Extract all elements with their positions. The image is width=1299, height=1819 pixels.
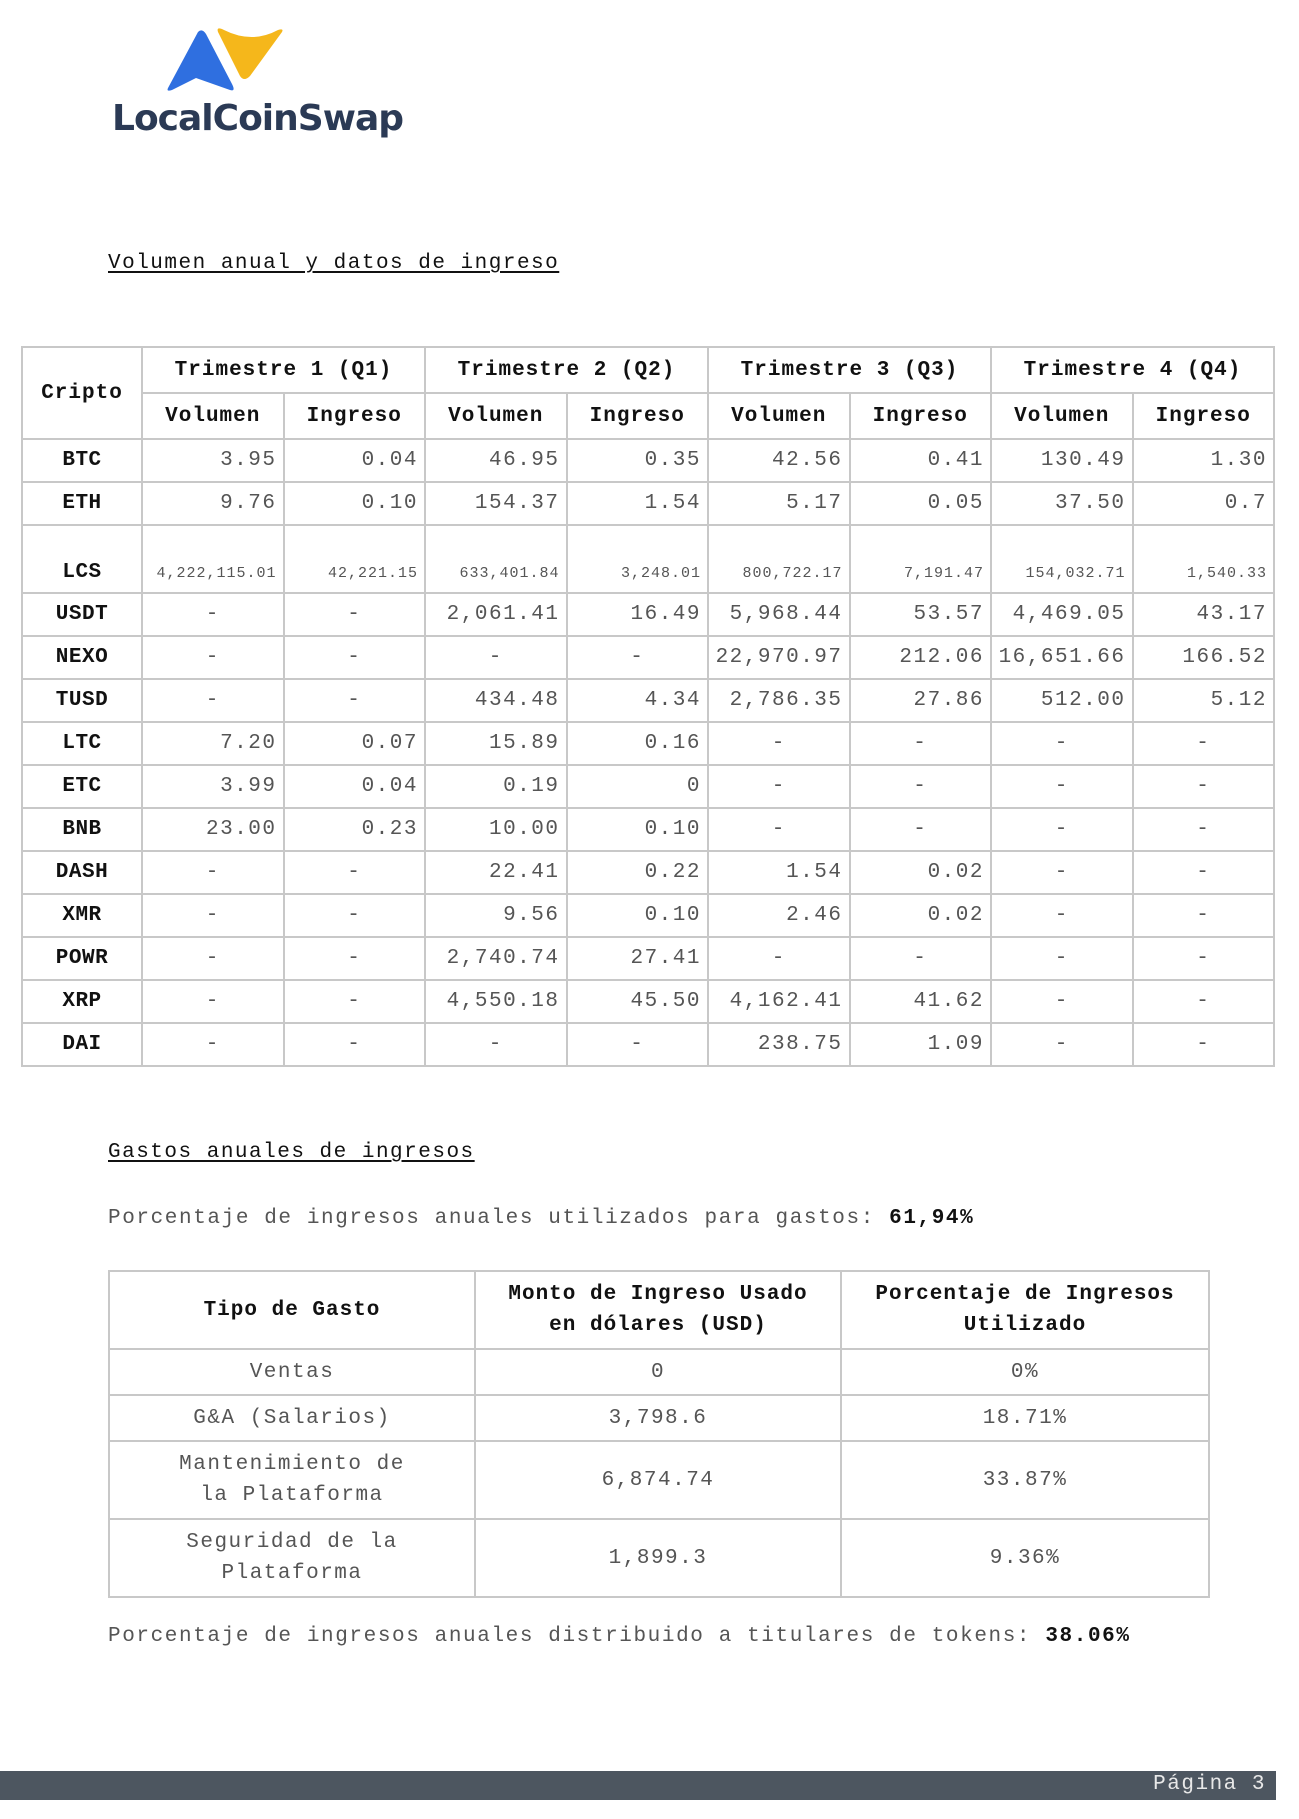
crypto-row: [22, 593, 1274, 636]
expenses-table: [108, 1270, 1210, 1598]
header-monto: Monto de Ingreso Usado en dólares (USD): [475, 1271, 841, 1349]
revenue-cell: 0.23: [284, 808, 426, 851]
expense-type: Ventas: [109, 1349, 475, 1395]
revenue-cell: 0.10: [567, 894, 709, 937]
volume-cell: -: [142, 937, 284, 980]
quarter-header: Trimestre 4 (Q4): [991, 347, 1274, 393]
crypto-symbol: DASH: [22, 851, 142, 894]
revenue-cell: -: [284, 937, 426, 980]
revenue-cell: -: [850, 808, 992, 851]
volume-cell: -: [991, 894, 1133, 937]
sub-header-volumen: Volumen: [991, 393, 1133, 439]
brand-name: LocalCoinSwap: [112, 98, 404, 139]
volume-cell: 9.56: [425, 894, 567, 937]
revenue-cell: -: [284, 980, 426, 1023]
revenue-cell: -: [1133, 722, 1275, 765]
quarter-header: Trimestre 2 (Q2): [425, 347, 708, 393]
crypto-row: [22, 722, 1274, 765]
revenue-cell: 0.04: [284, 439, 426, 482]
header-tipo-gasto: Tipo de Gasto: [109, 1271, 475, 1349]
revenue-cell: 1.09: [850, 1023, 992, 1066]
volume-cell: -: [142, 636, 284, 679]
revenue-cell: -: [1133, 937, 1275, 980]
expenses-percentage-value: 61,94%: [889, 1207, 975, 1230]
revenue-cell: 27.41: [567, 937, 709, 980]
crypto-row: [22, 894, 1274, 937]
volume-cell: 633,401.84: [425, 525, 567, 593]
header-porcentaje: Porcentaje de Ingresos Utilizado: [841, 1271, 1209, 1349]
expense-percent: 33.87%: [841, 1441, 1209, 1519]
volume-cell: -: [142, 593, 284, 636]
revenue-cell: -: [1133, 851, 1275, 894]
crypto-symbol: DAI: [22, 1023, 142, 1066]
revenue-cell: 42,221.15: [284, 525, 426, 593]
volume-cell: 4,550.18: [425, 980, 567, 1023]
sub-header-volumen: Volumen: [425, 393, 567, 439]
expense-percent: 9.36%: [841, 1519, 1209, 1597]
revenue-cell: -: [1133, 894, 1275, 937]
volume-cell: -: [142, 679, 284, 722]
volume-cell: -: [708, 808, 850, 851]
volume-cell: 5,968.44: [708, 593, 850, 636]
crypto-row: [22, 439, 1274, 482]
revenue-cell: -: [850, 937, 992, 980]
volume-cell: -: [991, 851, 1133, 894]
volume-cell: -: [708, 937, 850, 980]
volume-cell: -: [991, 980, 1133, 1023]
revenue-cell: 16.49: [567, 593, 709, 636]
volume-table-body: [22, 439, 1274, 1066]
volume-cell: 37.50: [991, 482, 1133, 525]
revenue-cell: 45.50: [567, 980, 709, 1023]
volume-cell: 154.37: [425, 482, 567, 525]
crypto-symbol: ETC: [22, 765, 142, 808]
revenue-cell: 0: [567, 765, 709, 808]
revenue-cell: 4.34: [567, 679, 709, 722]
revenue-cell: -: [1133, 808, 1275, 851]
volume-cell: -: [142, 894, 284, 937]
crypto-symbol: BNB: [22, 808, 142, 851]
section-title-volumen: Volumen anual y datos de ingreso: [108, 252, 560, 275]
crypto-symbol: USDT: [22, 593, 142, 636]
crypto-symbol: XMR: [22, 894, 142, 937]
expense-amount: 6,874.74: [475, 1441, 841, 1519]
sub-header-ingreso: Ingreso: [1133, 393, 1275, 439]
revenue-cell: 0.05: [850, 482, 992, 525]
crypto-row: [22, 937, 1274, 980]
crypto-row: [22, 851, 1274, 894]
crypto-row: [22, 525, 1274, 593]
revenue-cell: 0.10: [284, 482, 426, 525]
revenue-cell: -: [1133, 1023, 1275, 1066]
volume-cell: 3.95: [142, 439, 284, 482]
expense-percent: 18.71%: [841, 1395, 1209, 1441]
volume-cell: 2,786.35: [708, 679, 850, 722]
crypto-symbol: POWR: [22, 937, 142, 980]
volume-cell: 238.75: [708, 1023, 850, 1066]
sub-header-ingreso: Ingreso: [850, 393, 992, 439]
volume-cell: -: [991, 765, 1133, 808]
volume-cell: 9.76: [142, 482, 284, 525]
volume-cell: -: [425, 636, 567, 679]
volume-cell: 0.19: [425, 765, 567, 808]
revenue-cell: 0.07: [284, 722, 426, 765]
revenue-cell: -: [284, 851, 426, 894]
revenue-cell: 0.22: [567, 851, 709, 894]
volume-cell: 434.48: [425, 679, 567, 722]
crypto-row: [22, 980, 1274, 1023]
revenue-cell: 166.52: [1133, 636, 1275, 679]
expenses-percentage-text: [108, 1207, 974, 1230]
volume-cell: -: [142, 851, 284, 894]
volume-cell: 22.41: [425, 851, 567, 894]
revenue-cell: -: [567, 1023, 709, 1066]
volume-cell: 5.17: [708, 482, 850, 525]
volume-cell: -: [142, 980, 284, 1023]
volume-cell: 4,162.41: [708, 980, 850, 1023]
expense-amount: 0: [475, 1349, 841, 1395]
page-footer: [0, 1771, 1276, 1800]
revenue-cell: 212.06: [850, 636, 992, 679]
revenue-cell: 0.7: [1133, 482, 1275, 525]
crypto-row: [22, 808, 1274, 851]
expense-type: G&A (Salarios): [109, 1395, 475, 1441]
revenue-cell: -: [284, 1023, 426, 1066]
crypto-symbol: TUSD: [22, 679, 142, 722]
volume-cell: -: [991, 808, 1133, 851]
revenue-cell: 53.57: [850, 593, 992, 636]
volume-cell: -: [708, 722, 850, 765]
volume-cell: -: [991, 722, 1133, 765]
volume-cell: -: [708, 765, 850, 808]
revenue-cell: 1.30: [1133, 439, 1275, 482]
token-holders-percentage-value: 38.06%: [1045, 1625, 1131, 1648]
revenue-cell: 5.12: [1133, 679, 1275, 722]
crypto-row: [22, 679, 1274, 722]
volume-cell: 22,970.97: [708, 636, 850, 679]
revenue-cell: 7,191.47: [850, 525, 992, 593]
volume-cell: 3.99: [142, 765, 284, 808]
revenue-cell: -: [284, 679, 426, 722]
revenue-cell: 0.35: [567, 439, 709, 482]
volume-cell: 10.00: [425, 808, 567, 851]
volume-cell: 42.56: [708, 439, 850, 482]
volume-cell: 46.95: [425, 439, 567, 482]
revenue-cell: 1,540.33: [1133, 525, 1275, 593]
crypto-symbol: LCS: [22, 525, 142, 593]
volume-cell: 1.54: [708, 851, 850, 894]
volume-cell: 15.89: [425, 722, 567, 765]
crypto-symbol: NEXO: [22, 636, 142, 679]
revenue-cell: -: [567, 636, 709, 679]
brand-logo: [112, 26, 404, 151]
crypto-row: [22, 636, 1274, 679]
expense-percent: 0%: [841, 1349, 1209, 1395]
sub-header-volumen: Volumen: [708, 393, 850, 439]
volume-cell: -: [991, 937, 1133, 980]
sub-header-ingreso: Ingreso: [567, 393, 709, 439]
revenue-cell: -: [850, 722, 992, 765]
revenue-cell: 0.10: [567, 808, 709, 851]
revenue-cell: -: [850, 765, 992, 808]
volume-cell: -: [142, 1023, 284, 1066]
expense-type: Mantenimiento de la Plataforma: [109, 1441, 475, 1519]
revenue-cell: -: [1133, 980, 1275, 1023]
revenue-cell: 0.16: [567, 722, 709, 765]
revenue-cell: 0.04: [284, 765, 426, 808]
crypto-row: [22, 765, 1274, 808]
token-holders-percentage-label: Porcentaje de ingresos anuales distribuido a titulares de tokens:: [108, 1625, 1032, 1648]
revenue-cell: 1.54: [567, 482, 709, 525]
expense-type: Seguridad de la Plataforma: [109, 1519, 475, 1597]
expense-amount: 1,899.3: [475, 1519, 841, 1597]
volume-cell: 7.20: [142, 722, 284, 765]
revenue-cell: 0.41: [850, 439, 992, 482]
token-holders-percentage-text: [108, 1625, 1131, 1648]
crypto-symbol: ETH: [22, 482, 142, 525]
volume-cell: 154,032.71: [991, 525, 1133, 593]
volume-cell: 2,061.41: [425, 593, 567, 636]
section-title-gastos: Gastos anuales de ingresos: [108, 1141, 475, 1164]
volume-cell: 512.00: [991, 679, 1133, 722]
crypto-symbol: XRP: [22, 980, 142, 1023]
crypto-row: [22, 1023, 1274, 1066]
expenses-percentage-label: Porcentaje de ingresos anuales utilizados para gastos:: [108, 1207, 875, 1230]
volume-cell: 130.49: [991, 439, 1133, 482]
crypto-header: Cripto: [22, 347, 142, 439]
revenue-cell: 3,248.01: [567, 525, 709, 593]
revenue-cell: -: [284, 593, 426, 636]
volume-table: [21, 346, 1275, 1067]
revenue-cell: 43.17: [1133, 593, 1275, 636]
quarter-header: Trimestre 1 (Q1): [142, 347, 425, 393]
revenue-cell: 41.62: [850, 980, 992, 1023]
crypto-row: [22, 482, 1274, 525]
revenue-cell: 0.02: [850, 894, 992, 937]
volume-cell: 4,222,115.01: [142, 525, 284, 593]
sub-header-ingreso: Ingreso: [284, 393, 426, 439]
volume-cell: -: [991, 1023, 1133, 1066]
revenue-cell: -: [284, 894, 426, 937]
revenue-cell: -: [1133, 765, 1275, 808]
volume-cell: 23.00: [142, 808, 284, 851]
volume-cell: -: [425, 1023, 567, 1066]
volume-cell: 800,722.17: [708, 525, 850, 593]
sub-header-volumen: Volumen: [142, 393, 284, 439]
volume-cell: 4,469.05: [991, 593, 1133, 636]
expense-amount: 3,798.6: [475, 1395, 841, 1441]
volume-cell: 16,651.66: [991, 636, 1133, 679]
logo-mark-icon: [160, 26, 320, 96]
crypto-symbol: LTC: [22, 722, 142, 765]
crypto-symbol: BTC: [22, 439, 142, 482]
page-number: Página 3: [1153, 1773, 1266, 1796]
revenue-cell: 0.02: [850, 851, 992, 894]
quarter-header: Trimestre 3 (Q3): [708, 347, 991, 393]
revenue-cell: 27.86: [850, 679, 992, 722]
volume-cell: 2.46: [708, 894, 850, 937]
volume-cell: 2,740.74: [425, 937, 567, 980]
revenue-cell: -: [284, 636, 426, 679]
